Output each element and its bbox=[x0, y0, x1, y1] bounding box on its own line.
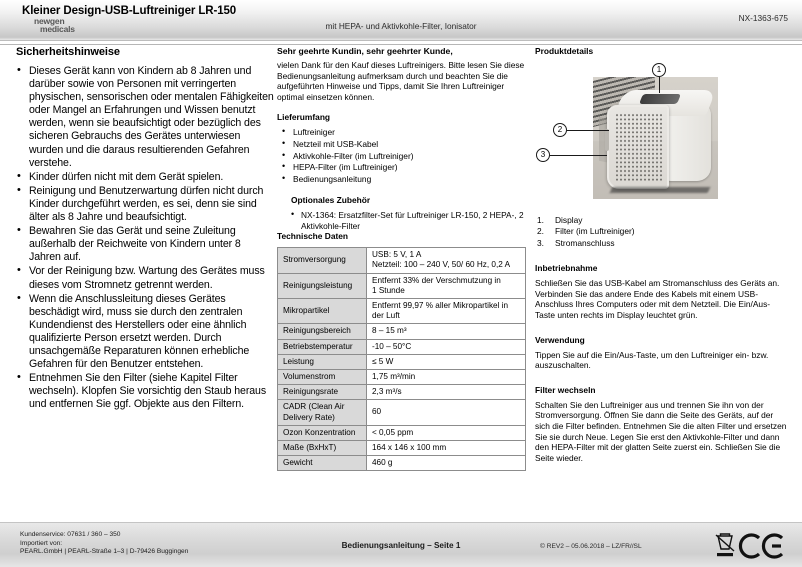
page-label: Bedienungsanleitung – Seite 1 bbox=[341, 541, 461, 550]
part-number: 1. bbox=[537, 215, 544, 225]
callout-marker-3: 3 bbox=[536, 148, 550, 162]
specs-row bbox=[278, 354, 526, 369]
specs-value: < 0,05 ppm bbox=[367, 425, 526, 440]
setup-text: Schließen Sie das USB-Kabel am Stromanschluss des Geräts an. Verbinden Sie das andere Ende des Kabels mit einem USB-Anschluss Ihres Computers oder mit dem Netzteil. Die Ein/Aus-Taste unten rechts im Display leuchtet grün. bbox=[535, 278, 780, 320]
specs-value: USB: 5 V, 1 A Netzteil: 100 – 240 V, 50/ 60 Hz, 0,2 A bbox=[367, 248, 526, 273]
specs-value: 60 bbox=[367, 400, 526, 425]
specs-value: Entfernt 33% der Verschmutzung in 1 Stunde bbox=[367, 273, 526, 298]
importer-label: Importiert von: bbox=[20, 539, 63, 547]
part-label: Stromanschluss bbox=[555, 237, 615, 248]
specs-key: Ozon Konzentration bbox=[278, 425, 367, 440]
specs-row bbox=[278, 369, 526, 384]
logo-line-medicals: medicals bbox=[40, 23, 75, 34]
specs-key: Reinigungsrate bbox=[278, 385, 367, 400]
device-grille bbox=[615, 113, 663, 181]
scope-list-item: • Bedienungsanleitung bbox=[277, 174, 527, 186]
specs-heading: Technische Daten bbox=[277, 231, 349, 242]
page-footer bbox=[0, 522, 802, 567]
accessories-heading: Optionales Zubehör bbox=[291, 195, 371, 206]
usage-heading: Verwendung bbox=[535, 334, 585, 345]
ce-icon bbox=[740, 535, 782, 557]
importer-address: PEARL.GmbH | PEARL-Straße 1–3 | D-79426 Buggingen bbox=[20, 548, 189, 556]
device-display bbox=[639, 94, 681, 104]
customer-service-line: Kundenservice: 07631 / 360 – 350 bbox=[20, 531, 121, 538]
specs-table bbox=[277, 247, 526, 471]
compliance-marks-svg bbox=[712, 532, 788, 560]
parts-legend-list bbox=[535, 215, 789, 249]
product-figure bbox=[535, 61, 789, 213]
part-legend-item bbox=[535, 215, 789, 226]
specs-value: 8 – 15 m³ bbox=[367, 324, 526, 339]
weee-bar bbox=[717, 553, 733, 556]
revision-info: © REV2 – 05.06.2018 – LZ/FR//SL bbox=[540, 543, 642, 550]
specs-key: CADR (Clean Air Delivery Rate) bbox=[278, 400, 367, 425]
specs-key: Leistung bbox=[278, 354, 367, 369]
part-legend-item bbox=[535, 238, 789, 249]
specs-value: 1,75 m³/min bbox=[367, 369, 526, 384]
specs-row bbox=[278, 385, 526, 400]
safety-list-item: • Reinigung und Benutzerwartung dürfen nicht durch Kinder durchgeführt werden, es sei, denn sie sind älter als 8 Jahre und beaufsichtigt. bbox=[16, 185, 274, 224]
accessories-list bbox=[291, 210, 527, 231]
greeting-text: vielen Dank für den Kauf dieses Luftreinigers. Bitte lesen Sie diese Bedienungsanleitung aufmerksam durch und beachten Sie die aufgeführten Hinweise und Tipps, damit Sie Ihren Luftreiniger optimal einsetzen können. bbox=[277, 60, 525, 102]
device-base-shadow bbox=[610, 187, 711, 193]
specs-row bbox=[278, 339, 526, 354]
product-subtitle: mit HEPA- und Aktivkohle-Filter, Ionisator bbox=[325, 21, 477, 31]
specs-key: Maße (BxHxT) bbox=[278, 441, 367, 456]
specs-row bbox=[278, 298, 526, 323]
intro-column bbox=[277, 46, 527, 471]
specs-key: Mikropartikel bbox=[278, 298, 367, 323]
usage-section bbox=[535, 335, 789, 371]
specs-value: Entfernt 99,97 % aller Mikropartikel in der Luft bbox=[367, 298, 526, 323]
greeting-heading: Sehr geehrte Kundin, sehr geehrter Kunde, bbox=[277, 46, 453, 56]
safety-list-item: • Kinder dürfen nicht mit dem Gerät spielen. bbox=[16, 171, 274, 184]
specs-row bbox=[278, 425, 526, 440]
part-number: 3. bbox=[537, 237, 544, 248]
scope-list-item: • HEPA-Filter (im Luftreiniger) bbox=[277, 162, 527, 174]
part-legend-item bbox=[535, 226, 789, 237]
scope-list-item: • Luftreiniger bbox=[277, 127, 527, 139]
compliance-marks bbox=[712, 532, 788, 560]
specs-value: -10 – 50°C bbox=[367, 339, 526, 354]
specs-value: ≤ 5 W bbox=[367, 354, 526, 369]
safety-list-item: • Dieses Gerät kann von Kindern ab 8 Jahren und darüber sowie von Personen mit verringerten physischen, sensorischen oder mentalen Fähigkeiten oder Mangel an Erfahrungen und Wissen benutzt werden, wenn sie beaufsichtigt oder bezüglich des sicheren Gebrauchs des Gerätes unterwiesen wurden und die daraus resultierenden Gefahren verstehe. bbox=[16, 65, 274, 170]
logo-line-newgen: newgen bbox=[34, 16, 65, 26]
product-title: Kleiner Design-USB-Luftreiniger LR-150 bbox=[22, 5, 237, 17]
part-label: Display bbox=[555, 215, 583, 225]
footer-bottom-rule bbox=[0, 44, 802, 45]
callout-marker-1: 1 bbox=[652, 63, 666, 77]
scope-list bbox=[277, 127, 527, 185]
specs-row bbox=[278, 400, 526, 425]
article-number: NX-1363-675 bbox=[738, 13, 788, 23]
callout-leader-1 bbox=[659, 77, 660, 93]
accessories-block bbox=[291, 195, 527, 231]
part-number: 2. bbox=[537, 226, 544, 237]
safety-list-item: • Wenn die Anschlussleitung dieses Gerätes beschädigt wird, muss sie durch den zentralen Kundendienst des Herstellers oder eine ähnlich qualifizierte Person ersetzt werden. Durch unsachgemäße Reparaturen können erhebliche Gefahren für den Benutzer entstehen. bbox=[16, 293, 274, 372]
specs-value: 164 x 146 x 100 mm bbox=[367, 441, 526, 456]
callout-leader-3 bbox=[550, 155, 607, 156]
product-photo bbox=[593, 77, 718, 199]
callout-leader-2 bbox=[567, 130, 609, 131]
safety-list bbox=[16, 65, 274, 411]
accessory-list-item: • NX-1364: Ersatzfilter-Set für Luftreiniger LR-150, 2 HEPA-, 2 Aktivkohle-Filter bbox=[291, 210, 527, 231]
setup-heading: Inbetriebnahme bbox=[535, 263, 598, 274]
product-details-heading: Produktdetails bbox=[535, 46, 594, 56]
filter-change-section bbox=[535, 385, 789, 464]
usage-text: Tippen Sie auf die Ein/Aus-Taste, um den Luftreiniger ein- bzw. auszuschalten. bbox=[535, 349, 769, 371]
filter-text: Schalten Sie den Luftreiniger aus und trennen Sie ihn von der Stromversorgung. Öffnen Sie dann die Seite des Geräts, auf der sich die Filter befinden. Entnehmen Sie die alten Filter und ersetzen Sie sie durch Neue. Legen Sie erst den Aktivkohle-Filter und dann den HEPA-Filter mit der glatten Seite zuerst ein. Schließen Sie die Seite wieder. bbox=[535, 399, 787, 463]
specs-row bbox=[278, 273, 526, 298]
safety-heading: Sicherheitshinweise bbox=[16, 46, 120, 58]
scope-list-item: • Netzteil mit USB-Kabel bbox=[277, 139, 527, 151]
scope-list-item: • Aktivkohle-Filter (im Luftreiniger) bbox=[277, 151, 527, 163]
specs-key: Gewicht bbox=[278, 456, 367, 471]
filter-heading: Filter wechseln bbox=[535, 384, 596, 395]
specs-row bbox=[278, 456, 526, 471]
part-label: Filter (im Luftreiniger) bbox=[555, 226, 635, 237]
specs-key: Reinigungsleistung bbox=[278, 273, 367, 298]
safety-list-item: • Vor der Reinigung bzw. Wartung des Gerätes muss dieses vom Stromnetz getrennt werden. bbox=[16, 265, 274, 291]
setup-section bbox=[535, 263, 789, 320]
device-edge-strip bbox=[605, 129, 609, 151]
callout-marker-2: 2 bbox=[553, 123, 567, 137]
safety-list-item: • Entnehmen Sie den Filter (siehe Kapitel Filter wechseln). Klopfen Sie vorsichtig den Staub heraus und entfernen Sie ggf. Objekte aus den Filtern. bbox=[16, 372, 274, 411]
safety-list-item: • Bewahren Sie das Gerät und seine Zuleitung außerhalb der Reichweite von Kindern unter 8 Jahren auf. bbox=[16, 225, 274, 264]
safety-column bbox=[16, 46, 274, 412]
details-column bbox=[535, 46, 789, 463]
specs-key: Betriebstemperatur bbox=[278, 339, 367, 354]
specs-row bbox=[278, 324, 526, 339]
specs-value: 2,3 m³/s bbox=[367, 385, 526, 400]
specs-key: Reinigungsbereich bbox=[278, 324, 367, 339]
weee-icon bbox=[716, 534, 734, 551]
page-header bbox=[0, 0, 802, 41]
specs-key: Volumenstrom bbox=[278, 369, 367, 384]
specs-row bbox=[278, 441, 526, 456]
specs-key: Stromversorgung bbox=[278, 248, 367, 273]
specs-row bbox=[278, 248, 526, 273]
scope-heading: Lieferumfang bbox=[277, 112, 331, 123]
specs-value: 460 g bbox=[367, 456, 526, 471]
